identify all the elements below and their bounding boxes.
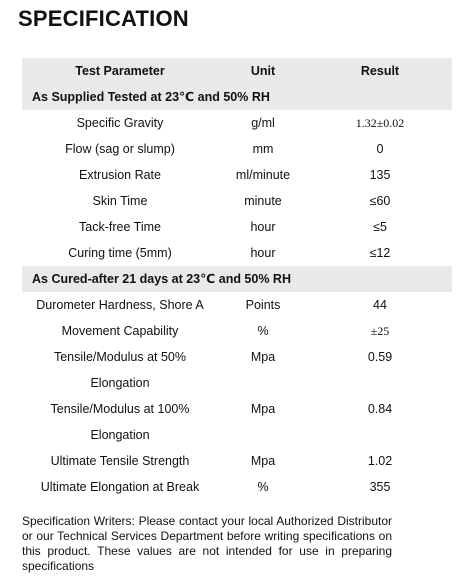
section-as-cured	[22, 266, 452, 292]
result-cell: ≤5	[373, 220, 387, 234]
result-cell: ±25	[370, 324, 390, 338]
unit-cell	[218, 422, 308, 448]
result-cell: 355	[369, 480, 391, 494]
specification-note: Specification Writers: Please contact your local Authorized Distributor or our Technical Services Department before writing specifications on this product. These values are not intended for use in preparing specifications	[22, 514, 392, 573]
result-cell: 0	[376, 142, 384, 156]
header-result: Result	[360, 64, 400, 78]
unit-cell: Mpa	[250, 350, 276, 364]
specification-table	[22, 58, 452, 500]
table-row	[22, 292, 452, 318]
result-cell: ≤12	[369, 246, 391, 260]
result-cell: 0.84	[367, 402, 393, 416]
table-row	[22, 422, 452, 448]
parameter-cell: Ultimate Tensile Strength	[50, 454, 190, 468]
table-row	[22, 188, 452, 214]
table-header-row	[22, 58, 452, 84]
as-supplied-rows	[22, 110, 452, 266]
parameter-cell: Curing time (5mm)	[68, 246, 172, 260]
unit-cell: minute	[244, 194, 282, 208]
parameter-cell: Specific Gravity	[76, 116, 164, 130]
table-row	[22, 240, 452, 266]
unit-cell: Mpa	[250, 402, 276, 416]
unit-cell: hour	[250, 220, 276, 234]
result-cell: 44	[373, 298, 387, 312]
table-row	[22, 344, 452, 370]
table-row	[22, 474, 452, 500]
header-unit: Unit	[250, 64, 276, 78]
page-title: SPECIFICATION	[18, 6, 189, 31]
unit-cell: hour	[250, 246, 276, 260]
parameter-cell: Tensile/Modulus at 100%	[50, 402, 190, 416]
unit-cell: ml/minute	[235, 168, 291, 182]
parameter-cell: Extrusion Rate	[79, 168, 161, 182]
result-cell	[308, 370, 452, 396]
parameter-cell: Elongation	[90, 376, 150, 390]
unit-cell: g/ml	[251, 116, 275, 130]
result-cell: 135	[369, 168, 391, 182]
unit-cell: Points	[245, 298, 281, 312]
section-label: As Supplied Tested at 23℃ and 50% RH	[32, 90, 270, 104]
section-as-supplied	[22, 84, 452, 110]
table-row	[22, 370, 452, 396]
result-cell: 1.32±0.02	[355, 116, 405, 130]
section-label: As Cured-after 21 days at 23℃ and 50% RH	[32, 272, 291, 286]
table-row	[22, 448, 452, 474]
table-row	[22, 318, 452, 344]
table-row	[22, 214, 452, 240]
unit-cell: mm	[252, 142, 274, 156]
header-test-parameter: Test Parameter	[75, 64, 165, 78]
parameter-cell: Tensile/Modulus at 50%	[53, 350, 187, 364]
parameter-cell: Ultimate Elongation at Break	[40, 480, 200, 494]
unit-cell: Mpa	[250, 454, 276, 468]
result-cell: 0.59	[367, 350, 393, 364]
table-row	[22, 136, 452, 162]
parameter-cell: Skin Time	[92, 194, 148, 208]
unit-cell	[218, 370, 308, 396]
as-cured-rows	[22, 292, 452, 500]
table-row	[22, 396, 452, 422]
table-row	[22, 110, 452, 136]
parameter-cell: Movement Capability	[61, 324, 179, 338]
result-cell: 1.02	[367, 454, 393, 468]
unit-cell: %	[257, 324, 269, 338]
result-cell: ≤60	[369, 194, 391, 208]
parameter-cell: Elongation	[90, 428, 150, 442]
parameter-cell: Tack-free Time	[79, 220, 161, 234]
table-row	[22, 162, 452, 188]
parameter-cell: Flow (sag or slump)	[65, 142, 175, 156]
unit-cell: %	[257, 480, 269, 494]
result-cell	[308, 422, 452, 448]
parameter-cell: Durometer Hardness, Shore A	[36, 298, 204, 312]
